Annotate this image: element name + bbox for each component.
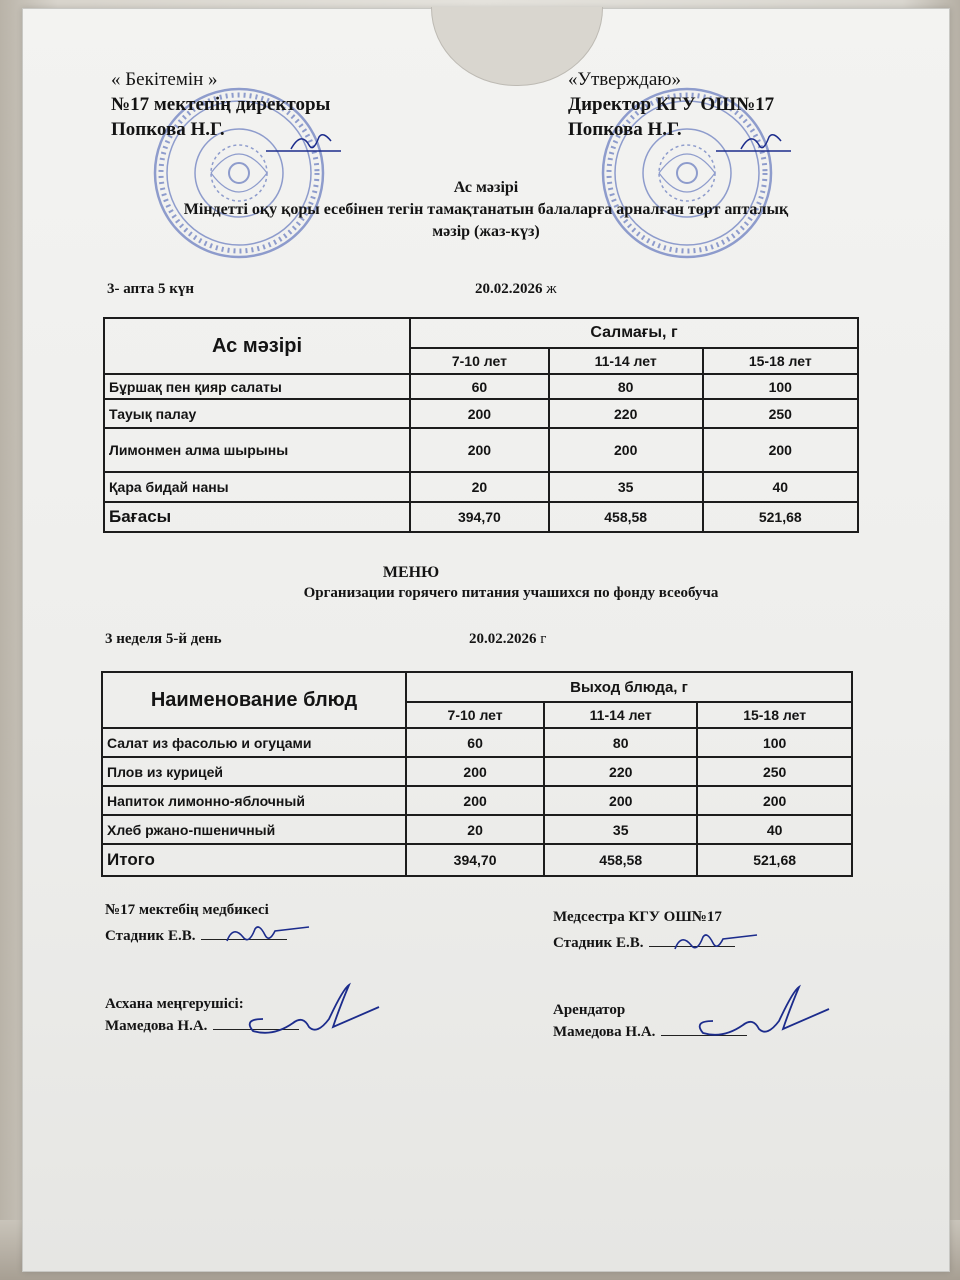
portion-value: 80 [544,728,697,757]
col-header-dish: Наименование блюд [102,672,406,728]
nurse-signature-left [219,919,319,949]
dish-name: Қара бидай наны [104,472,410,502]
date-suffix: г [540,631,547,647]
dish-name: Тауық палау [104,399,410,428]
date-kz [475,281,557,298]
portion-value: 220 [549,399,703,428]
document-sheet [22,8,950,1272]
dish-name: Лимонмен алма шырыны [104,428,410,472]
table-row [102,728,852,757]
portion-value: 60 [406,728,544,757]
portion-value: 200 [697,786,852,815]
menu-subtitle-ru: Организации горячего питания учашихся по фонду всеобуча [303,585,719,601]
menu-subtitle-kz-2: мәзір (жаз-күз) [432,223,540,240]
date-ru [469,631,546,648]
portion-value: 20 [410,472,549,502]
portion-value: 20 [406,815,544,844]
portion-value: 35 [549,472,703,502]
menu-subtitle-kz: Міндетті оқу қоры есебінен тегін тамақтанатын балаларға арналған төрт апталық [183,201,789,218]
age-15-18: 15-18 лет [703,348,858,374]
week-day-kz: 3- апта 5 күн [107,281,195,297]
dish-name: Салат из фасолью и огуцами [102,728,406,757]
portion-value: 100 [703,374,858,399]
nurse-title: Медсестра КГУ ОШ№17 [553,909,722,925]
dish-name: Плов из курицей [102,757,406,786]
table-row [104,428,858,472]
dish-name: Напиток лимонно-яблочный [102,786,406,815]
date-value: 20.02.2026 [469,631,537,647]
total-value: 458,58 [549,502,703,532]
nurse-title: №17 мектебің медбикесі [105,902,269,918]
portion-value: 40 [703,472,858,502]
portion-value: 200 [406,757,544,786]
col-header-dish: Ас мәзірі [104,318,410,374]
col-header-weight: Салмағы, г [410,318,858,348]
approval-label: «Утверждаю» [568,69,681,90]
total-row [104,502,858,532]
date-suffix: ж [546,281,557,297]
total-value: 521,68 [697,844,852,876]
age-15-18: 15-18 лет [697,702,852,728]
total-label: Итого [102,844,406,876]
tenant-signature [683,981,833,1041]
canteen-head-title: Асхана меңгерушісі: [105,996,244,1012]
total-value: 394,70 [406,844,544,876]
portion-value: 200 [410,399,549,428]
portion-value: 100 [697,728,852,757]
nurse-name: Стадник Е.В. [553,935,644,951]
week-day-ru: 3 неделя 5-й день [105,631,222,647]
portion-value: 200 [703,428,858,472]
director-name: Попкова Н.Г. [111,119,225,140]
portion-value: 220 [544,757,697,786]
table-row [104,472,858,502]
director-signature-left [261,127,351,157]
age-7-10: 7-10 лет [410,348,549,374]
director-name: Попкова Н.Г. [568,119,682,140]
menu-table-ru [101,671,853,877]
table-row [102,815,852,844]
dish-name: Хлеб ржано-пшеничный [102,815,406,844]
age-11-14: 11-14 лет [549,348,703,374]
date-value: 20.02.2026 [475,281,543,297]
menu-table-kz [103,317,859,533]
table-row [102,757,852,786]
director-title: №17 мектепің директоры [111,94,331,115]
total-value: 394,70 [410,502,549,532]
tenant-name: Мамедова Н.А. [553,1024,656,1040]
age-11-14: 11-14 лет [544,702,697,728]
menu-title-kz: Ас мәзірі [453,179,519,196]
canteen-head-name: Мамедова Н.А. [105,1018,208,1034]
portion-value: 200 [549,428,703,472]
total-row [102,844,852,876]
portion-value: 35 [544,815,697,844]
menu-title-ru: МЕНЮ [382,564,440,581]
portion-value: 80 [549,374,703,399]
total-label: Бағасы [104,502,410,532]
dish-name: Бұршақ пен қияр салаты [104,374,410,399]
total-value: 521,68 [703,502,858,532]
tenant-title: Арендатор [553,1002,626,1018]
portion-value: 40 [697,815,852,844]
table-row [102,786,852,815]
age-7-10: 7-10 лет [406,702,544,728]
canteen-head-signature [233,979,383,1039]
table-row [104,374,858,399]
director-signature-right [711,127,801,157]
nurse-name: Стадник Е.В. [105,928,196,944]
portion-value: 200 [544,786,697,815]
approval-label: « Бекітемін » [111,69,218,90]
portion-value: 250 [697,757,852,786]
director-title: Директор КГУ ОШ№17 [568,94,775,115]
nurse-signature-right [667,927,767,957]
portion-value: 200 [410,428,549,472]
portion-value: 60 [410,374,549,399]
portion-value: 250 [703,399,858,428]
table-row [104,399,858,428]
col-header-yield: Выход блюда, г [406,672,852,702]
total-value: 458,58 [544,844,697,876]
portion-value: 200 [406,786,544,815]
